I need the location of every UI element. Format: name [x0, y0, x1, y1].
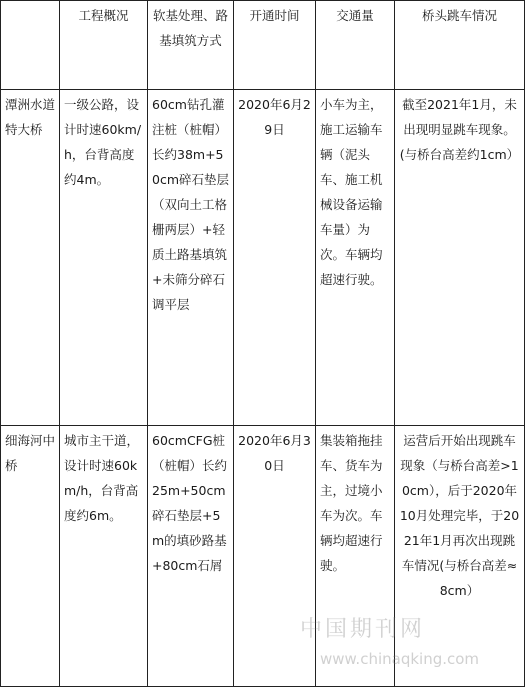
row-name: 潭洲水道特大桥 [1, 90, 60, 426]
header-bump: 桥头跳车情况 [395, 1, 525, 90]
header-blank [1, 1, 60, 90]
row-traffic: 集装箱拖挂车、货车为主，过境小车为次。车辆均超速行驶。 [316, 426, 395, 687]
header-overview: 工程概况 [60, 1, 148, 90]
header-open-date: 开通时间 [234, 1, 316, 90]
row-open-date: 2020年6月29日 [234, 90, 316, 426]
row-treatment: 60cmCFG桩（桩帽）长约25m+50cm碎石垫层+5m的填砂路基+80cm石屑 [148, 426, 234, 687]
row-name: 细海河中桥 [1, 426, 60, 687]
header-row [1, 1, 525, 90]
row-bump: 运营后开始出现跳车现象（与桥台高差>10cm），后于2020年10月处理完毕，于2021年1月再次出现跳车情况(与桥台高差≈8cm） [395, 426, 525, 687]
row-traffic: 小车为主，施工运输车辆（泥头车、施工机械设备运输车量）为次。车辆均超速行驶。 [316, 90, 395, 426]
watermark-url: www.chinaqking.com [320, 650, 480, 668]
row-overview: 一级公路，设计时速60km/h，台背高度约4m。 [60, 90, 148, 426]
header-treatment: 软基处理、路基填筑方式 [148, 1, 234, 90]
table-row [1, 426, 525, 687]
watermark-text: 中国期刊网 [300, 617, 426, 642]
table-row [1, 90, 525, 426]
row-bump: 截至2021年1月，未出现明显跳车现象。(与桥台高差约1cm） [395, 90, 525, 426]
row-open-date: 2020年6月30日 [234, 426, 316, 687]
header-traffic: 交通量 [316, 1, 395, 90]
row-treatment: 60cm钻孔灌注桩（桩帽）长约38m+50cm碎石垫层（双向土工格栅两层）+轻质土路基填筑+未筛分碎石调平层 [148, 90, 234, 426]
row-overview: 城市主干道，设计时速60km/h，台背高度约6m。 [60, 426, 148, 687]
